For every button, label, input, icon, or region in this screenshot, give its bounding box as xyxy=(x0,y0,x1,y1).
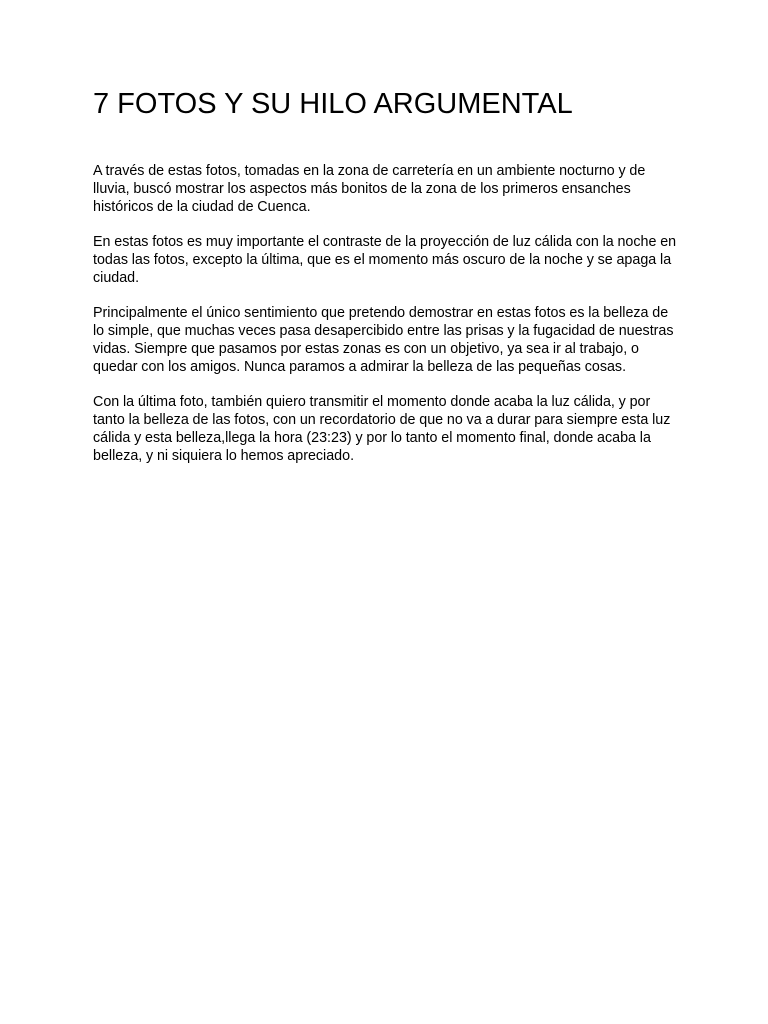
paragraph-contrast: En estas fotos es muy importante el contraste de la proyección de luz cálida con la noche en todas las fotos, excepto la última, que es el momento más oscuro de la noche y se apaga la ciudad. xyxy=(93,234,677,286)
paragraph-last-photo: Con la última foto, también quiero transmitir el momento donde acaba la luz cálida, y por tanto la belleza de las fotos, con un recordatorio de que no va a durar para siempre esta luz cálida y esta belleza,llega la hora (23:23) y por lo tanto el momento final, donde acaba la belleza, y ni siquiera lo hemos apreciado. xyxy=(93,394,671,464)
document-body xyxy=(93,163,683,483)
paragraph-intro: A través de estas fotos, tomadas en la zona de carretería en un ambiente nocturno y de lluvia, buscó mostrar los aspectos más bonitos de la zona de los primeros ensanches históricos de la ciudad de Cuenca. xyxy=(93,163,646,215)
document-title: 7 FOTOS Y SU HILO ARGUMENTAL xyxy=(93,88,573,120)
paragraph-feeling: Principalmente el único sentimiento que pretendo demostrar en estas fotos es la belleza de lo simple, que muchas veces pasa desapercibido entre las prisas y la fugacidad de nuestras vidas. Siempre que pasamos por estas zonas es con un objetivo, ya sea ir al trabajo, o quedar con los amigos. Nunca paramos a admirar la belleza de las pequeñas cosas. xyxy=(93,305,674,375)
